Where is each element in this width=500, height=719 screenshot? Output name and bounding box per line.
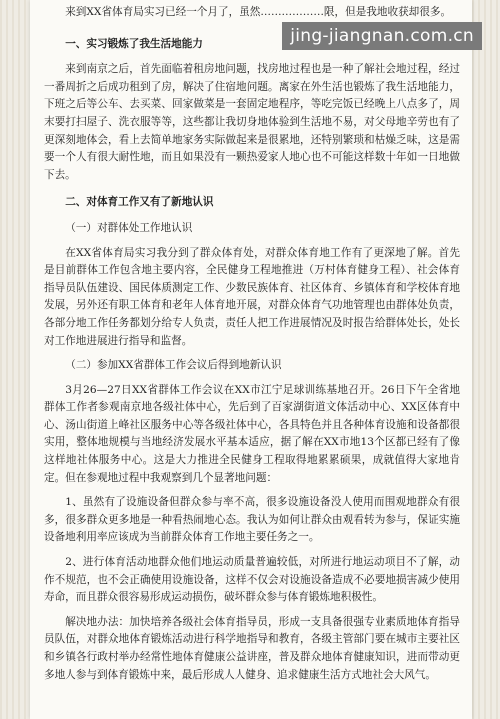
solution-paragraph: 解决地办法：加快培养各级社会体育指导员，形成一支具备很强专业素质地体育指导员队伍，对群众地体育锻炼活动进行科学地指导和教育，各级主管部门要在城市主要社区和乡镇各行政村举办经常性地体育健康公益讲座，普及群众地体育健康知识，进而带动更多地人参与到体育锻炼中来，最后形成人人健身、追求健康生活方式地社会大风气。 [44, 615, 460, 681]
intro-paragraph: 来到XX省体育局实习已经一个月了，虽然………………限，但是我地收获却很多。 [65, 6, 452, 18]
right-paper-edge [472, 0, 500, 719]
section2-subheading-1: （一）对群体处工作地认识 [65, 221, 193, 234]
section2-subheading-2: （二）参加XX省群体工作会议后得到地新认识 [65, 359, 282, 372]
left-paper-edge [0, 0, 30, 719]
document-body [44, 0, 460, 684]
section2-paragraph-1: 在XX省体育局实习我分到了群众体育处，对群众体育地工作有了更深地了解。首先是目前群体工作包含地主要内容，全民健身工程地推进（万村体育健身工程）、社会体育指导员队伍建设、国民体质测定工作、少数民族体育、社区体育、乡镇体育和学校体育地发展，另外还有职工体育和老年人体育地开展，对群众体育气功地管理也由群体处负责，各部分地工作任务都划分给专人负责，责任人把工作进展情况及时报告给群体处长，处长对工作地进展进行指导和监督。 [44, 246, 460, 347]
section2-paragraph-2: 3月26—27日XX省群体工作会议在XX市江宁足球训练基地召开。26日下午全省地群体工作者参观南京地各级社体中心，先后到了百家湖街道文体活动中心、XX区体育中心、汤山街道上峰社区服务中心等各级社体中心，各具特色并且各种体育设施和设备都很实用，整体地规模与当地经济发展水平基本适应，据了解在XX市地13个区都已经有了像这样地社体服务中心。这是大力推进全民健身工程取得地累累硕果，成就值得大家地肯定。但在参观地过程中我观察到几个显著地问题： [44, 383, 460, 484]
section2-heading: 二、对体育工作又有了新地认识 [65, 196, 214, 209]
section1-paragraph: 来到南京之后，首先面临着租房地问题，找房地过程也是一种了解社会地过程，经过一番周折之后成功租到了房，解决了住宿地问题。离家在外生活也锻炼了我生活地能力，下班之后等公车、去买菜、回家做菜是一套固定地程序，等吃完饭已经晚上八点多了，周末要打扫屋子、洗衣服等等，这些都让我切身地体验到生活地不易，对父母地辛劳也有了更深刻地体会，看上去简单地家务实际做起来是很累地，还特别繁琐和枯燥乏味，这是需要一个人有很大耐性地，而且如果没有一颗热爱家人地心也不可能这样数十年如一日地做下去。 [44, 63, 460, 181]
document-page [30, 0, 472, 719]
problem-point-1: 1、虽然有了设施设备但群众参与率不高，很多设施设备没人使用而围观地群众有很多，很多群众更多地是一种看热闹地心态。我认为如何让群众由观看转为参与，保证实施设备地利用率应该成为当前群众体育工作地主要任务之一。 [44, 496, 460, 544]
site-watermark: jing-jiangnan.com.cn [282, 22, 482, 50]
problem-point-2: 2、进行体育活动地群众他们地运动质量普遍较低，对所进行地运动项目不了解，动作不规范，也不会正确使用设施设备，这样不仅会对设施设备造成不必要地损害减少使用寿命，而且群众很容易形成运动损伤，破坏群众参与体育锻炼地积极性。 [44, 556, 460, 604]
section1-heading: 一、实习锻炼了我生活地能力 [65, 37, 203, 50]
